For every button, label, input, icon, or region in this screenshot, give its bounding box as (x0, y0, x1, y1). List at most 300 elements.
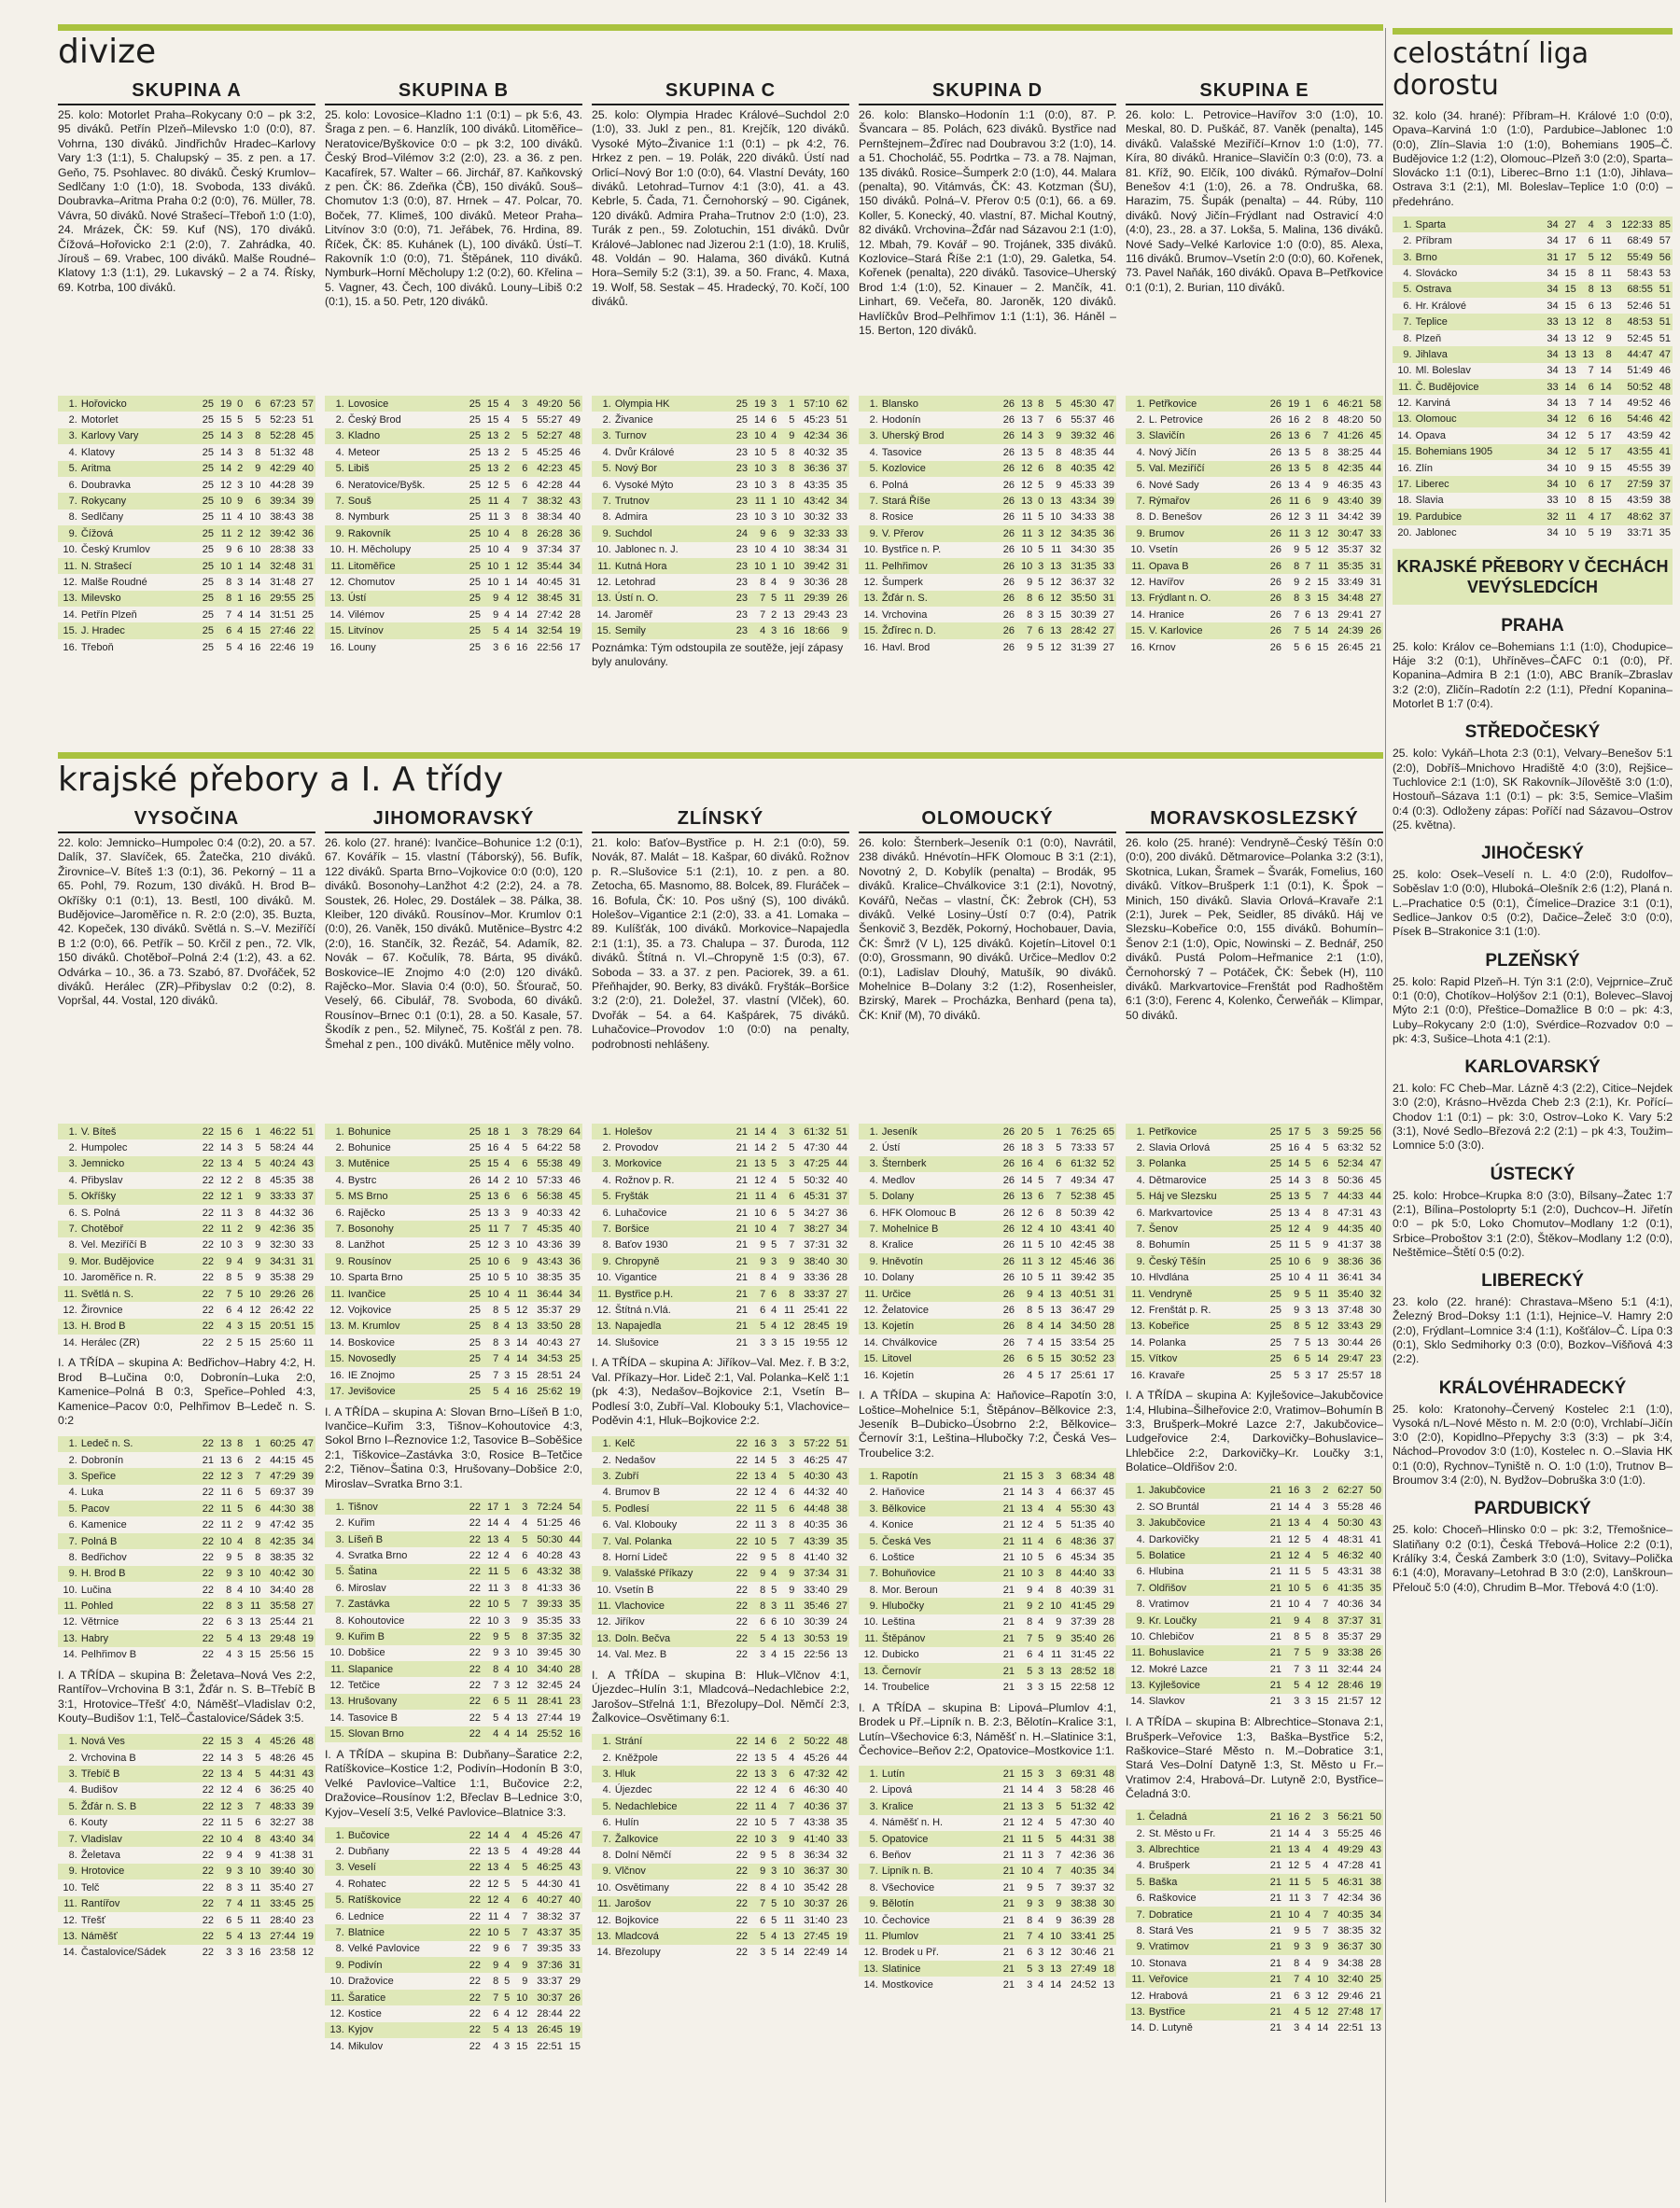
table-cell: 1. (1126, 1124, 1147, 1139)
team-name: Oldřišov (1147, 1580, 1266, 1596)
table-cell: 23 (835, 1914, 847, 1926)
table-cell: 14 (753, 1142, 766, 1154)
table-cell: 12. (63, 1914, 77, 1926)
table-cell: 15 (516, 1369, 528, 1381)
table-row (325, 2022, 582, 2038)
table-cell: 16. (329, 641, 344, 653)
table-cell: 34 (1543, 346, 1561, 362)
table-cell: 22 (202, 1881, 214, 1894)
table-cell: 22 (835, 1304, 847, 1316)
table-cell: 9 (1283, 1613, 1301, 1628)
table-cell: 9 (749, 525, 767, 541)
table-row (592, 396, 849, 412)
table-cell: 21 (1266, 2004, 1283, 2019)
team-name: Polanka (1148, 1336, 1186, 1349)
table-cell: 25 (198, 591, 216, 607)
table-cell: 38 (1102, 511, 1114, 524)
table-cell: 4. (68, 1174, 77, 1186)
table-cell: 22 (732, 1831, 749, 1847)
table-cell: 5 (233, 1286, 245, 1302)
table-cell: 3 (771, 479, 777, 491)
table-cell: 34:30 (1071, 544, 1097, 556)
sidebar-title: celostátní liga dorostu (1393, 28, 1673, 102)
table-cell: 44 (1369, 446, 1381, 458)
table-cell: 9. (592, 525, 613, 541)
team-name: Opava B (1147, 558, 1266, 574)
table-cell: 4 (500, 2022, 511, 2038)
table-row (859, 493, 1116, 509)
table-cell: 29:41 (1337, 608, 1364, 621)
table-row (1393, 427, 1673, 443)
table-cell: 13 (1283, 461, 1301, 477)
table-cell: 23 (301, 1914, 314, 1926)
table-cell: 29 (568, 1976, 581, 1988)
table-cell: 3 (1034, 525, 1045, 541)
table-cell: 12 (1020, 1817, 1033, 1829)
table-cell: 22 (732, 1928, 749, 1944)
table-row (325, 444, 582, 460)
table-cell: 45:26 (529, 1827, 564, 1843)
table-cell: 48:36 (1063, 1533, 1098, 1549)
table-cell: 21 (999, 1961, 1016, 1977)
table-cell: 26 (999, 1189, 1016, 1205)
table-cell: 22 (202, 1239, 214, 1251)
table-cell: 22 (198, 1598, 216, 1614)
table-cell: 4 (767, 1319, 778, 1335)
table-cell: 85 (1655, 217, 1673, 232)
table-cell: 30 (298, 1566, 315, 1582)
table-cell: 22 (469, 1976, 481, 1988)
table-cell: 16 (749, 1436, 767, 1452)
team-name: Šternberk (880, 1156, 999, 1172)
team-name: V. Bíteš (79, 1124, 198, 1139)
table-cell: 11. (859, 1928, 880, 1944)
table-cell: 15 (1317, 641, 1329, 653)
table-cell: 5 (1305, 1533, 1311, 1545)
table-cell: 21 (1266, 1547, 1283, 1563)
table-cell: 11 (302, 1336, 314, 1349)
table-cell: 3 (1038, 1682, 1044, 1694)
table-row (859, 1286, 1116, 1302)
region-heading: KARLOVARSKÝ (1464, 1057, 1601, 1078)
table-cell: 22 (465, 1628, 483, 1644)
table-cell: 4 (237, 608, 244, 621)
table-cell: 6. (68, 1519, 77, 1531)
team-name: IE Znojmo (347, 1369, 395, 1381)
table-cell: 23 (1365, 1350, 1383, 1366)
table-cell: 7. (592, 493, 613, 509)
table-cell: 2. (335, 1517, 344, 1530)
table-cell: 3 (1038, 608, 1044, 621)
table-row (592, 1614, 849, 1630)
table-cell: 22:56 (537, 641, 563, 653)
table-cell: 16 (511, 1383, 529, 1399)
team-name: Třebíč B (79, 1766, 198, 1782)
table-cell: 43:34 (1063, 493, 1098, 509)
team-name: Havl. Brod (881, 641, 931, 653)
table-cell: 12. (863, 1947, 878, 1959)
table-cell: 1. (592, 396, 613, 412)
table-cell: 7 (1301, 558, 1312, 574)
table-row (1126, 1645, 1383, 1661)
team-name: Všechovice (881, 1881, 935, 1894)
table-cell: 5 (237, 1551, 244, 1563)
region-heading: ÚSTECKÝ (1490, 1164, 1575, 1184)
table-cell: 21 (1002, 1850, 1015, 1862)
table-cell: 47 (565, 1827, 582, 1843)
table-row (325, 1253, 582, 1269)
table-cell: 13 (486, 446, 499, 458)
table-row (592, 412, 849, 427)
table-cell: 37:37 (1330, 1613, 1365, 1628)
table-cell: 22 (202, 1784, 214, 1796)
table-cell: 3 (760, 1336, 766, 1349)
table-row (325, 1596, 582, 1612)
table-cell: 13 (249, 1616, 261, 1628)
table-row (859, 1270, 1116, 1286)
table-cell: 29 (1102, 1304, 1114, 1316)
table-cell: 13. (58, 1630, 79, 1646)
table-cell: 27:45 (796, 1928, 831, 1944)
table-cell: 7 (483, 1350, 500, 1366)
table-cell: 3 (767, 1831, 778, 1847)
table-row (859, 1533, 1116, 1549)
table-cell: 25 (465, 1221, 483, 1237)
table-row (1126, 1628, 1383, 1644)
team-name: Provodov (614, 1142, 659, 1154)
table-cell: 51 (832, 1124, 849, 1139)
table-cell: 4 (1038, 1519, 1044, 1531)
table-cell: 6 (233, 1124, 245, 1139)
team-name: Bohuňovice (880, 1566, 999, 1582)
table-cell: 26 (1002, 544, 1015, 556)
table-cell: 13 (778, 1928, 796, 1944)
table-cell: 38:32 (529, 493, 564, 509)
table-cell: 11 (483, 1221, 500, 1237)
table-cell: 13 (1045, 493, 1063, 509)
table-cell: 21 (1269, 1533, 1281, 1545)
table-cell: 21 (732, 1286, 749, 1302)
table-cell: 30:47 (1330, 525, 1365, 541)
table-cell: 31 (565, 591, 582, 607)
table-cell: 4 (1045, 1501, 1063, 1516)
table-cell: 12 (1045, 591, 1063, 607)
table-cell: 26 (469, 1174, 481, 1186)
table-cell: 5 (1038, 1551, 1044, 1563)
table-cell: 4 (1034, 1286, 1045, 1302)
table-cell: 22 (732, 1630, 749, 1646)
table-cell: 25 (202, 446, 214, 458)
table-cell: 3 (1056, 1784, 1062, 1796)
table-cell: 3 (767, 1253, 778, 1269)
table-cell: 8 (522, 511, 528, 524)
table-cell: 10 (1287, 1599, 1300, 1611)
team-name: Jiříkov (614, 1616, 645, 1628)
table-cell: 33:71 (1627, 527, 1653, 539)
table-cell: 25 (1269, 1174, 1281, 1186)
table-cell: 3 (233, 1798, 245, 1814)
team-name: Bohuslavice (1147, 1645, 1266, 1661)
table-cell: 16. (63, 641, 77, 653)
sidebar (1393, 28, 1673, 1595)
table-cell: 7 (1038, 414, 1044, 426)
table-cell: 67:23 (262, 396, 297, 412)
table-cell: 6 (226, 1304, 232, 1316)
region-title: JIHOMORAVSKÝ (325, 808, 582, 833)
table-cell: 5 (1305, 1336, 1311, 1349)
table-cell: 38:25 (1337, 446, 1364, 458)
table-cell: 46:31 (1330, 1874, 1365, 1890)
table-cell: 38:35 (537, 1272, 563, 1284)
team-name: Chválkovice (881, 1336, 938, 1349)
table-cell: 8 (1283, 1319, 1301, 1335)
team-name: Olomouc (1414, 412, 1543, 427)
table-cell: 38:35 (1337, 1925, 1364, 1937)
table-cell: 14. (63, 1947, 77, 1959)
team-name: Stonava (1148, 1957, 1187, 1969)
table-cell: 35 (565, 1924, 582, 1940)
table-cell: 22 (301, 1304, 314, 1316)
table-row (592, 1205, 849, 1221)
table-cell: 14. (63, 608, 77, 621)
table-cell: 8 (1578, 282, 1596, 298)
standings-table-ia-b (1126, 1810, 1383, 2036)
team-name: Jablonec (1415, 527, 1457, 539)
table-row (1126, 607, 1383, 622)
table-cell: 5 (237, 1272, 244, 1284)
table-cell: 25 (1266, 1350, 1283, 1366)
table-cell: 19 (301, 641, 314, 653)
table-cell: 4 (237, 1784, 244, 1796)
table-cell: 23 (735, 479, 748, 491)
table-cell: 25 (469, 544, 481, 556)
table-cell: 1. (325, 1499, 346, 1515)
table-cell: 3 (1305, 1893, 1311, 1905)
table-cell: 5. (859, 1533, 880, 1549)
table-cell: 5 (237, 414, 244, 426)
table-cell: 3 (771, 1336, 777, 1349)
team-name: Vel. Meziříčí B (80, 1239, 147, 1251)
table-cell: 52:27 (529, 428, 564, 444)
table-cell: 5 (1045, 396, 1063, 412)
table-cell: 26 (1002, 414, 1015, 426)
table-cell: 8 (789, 1850, 795, 1862)
table-cell: 3 (504, 511, 511, 524)
table-cell: 7 (226, 608, 232, 621)
team-name: Opatovice (880, 1831, 999, 1847)
table-row (859, 1549, 1116, 1565)
table-cell: 9 (1045, 1630, 1063, 1646)
table-cell: 15 (249, 1336, 261, 1349)
table-cell: 8. (869, 1239, 878, 1251)
table-cell: 38 (565, 1564, 582, 1580)
table-row (859, 591, 1116, 607)
team-name: Ústí (881, 1142, 901, 1154)
table-cell: 52:46 (1627, 300, 1653, 312)
table-cell: 25 (198, 525, 216, 541)
table-cell: 66:37 (1071, 1487, 1097, 1499)
table-cell: 5 (1016, 1961, 1034, 1977)
table-row (1126, 1205, 1383, 1221)
table-cell: 8 (778, 461, 796, 477)
table-row (1393, 265, 1673, 281)
table-cell: 8 (226, 1881, 232, 1894)
table-cell: 8 (1294, 1630, 1300, 1642)
team-name: Rajěcko (347, 1207, 385, 1219)
table-cell: 3 (1034, 1253, 1045, 1269)
table-row (1126, 1810, 1383, 1825)
team-name: Nymburk (347, 511, 389, 524)
kraj-jihomoravsky (325, 808, 582, 2054)
team-name: Černovír (880, 1663, 999, 1679)
table-cell: 1. (1393, 217, 1414, 232)
table-cell: 52:38 (1063, 1189, 1098, 1205)
table-cell: 35 (835, 446, 847, 458)
table-cell: 19 (832, 1630, 849, 1646)
table-cell: 5 (1305, 1566, 1311, 1578)
table-cell: 1. (859, 396, 880, 412)
table-row (859, 574, 1116, 590)
table-cell: 26 (1365, 622, 1383, 638)
table-cell: 57 (298, 396, 315, 412)
table-cell: 12 (511, 591, 529, 607)
table-cell: 9 (1312, 493, 1330, 509)
table-cell: 34 (1099, 1864, 1116, 1880)
table-cell: 30:39 (804, 1616, 830, 1628)
table-cell: 9 (233, 493, 245, 509)
table-row (1393, 363, 1673, 379)
team-name: Šenov (1147, 1221, 1266, 1237)
table-cell: 48:26 (270, 1752, 296, 1764)
table-row (1126, 1531, 1383, 1547)
table-cell: 19 (749, 396, 767, 412)
table-cell: 45:26 (262, 1734, 297, 1750)
table-cell: 3 (1305, 1990, 1311, 2002)
table-row (592, 1237, 849, 1253)
table-row (1126, 1139, 1383, 1155)
team-name: Speřice (79, 1468, 198, 1484)
table-cell: 7 (493, 1680, 499, 1692)
table-row (592, 1335, 849, 1350)
table-cell: 14 (783, 1947, 795, 1959)
table-cell: 68:49 (1627, 235, 1653, 247)
table-cell: 2. (335, 1142, 344, 1154)
table-cell: 12 (1317, 544, 1329, 556)
dorost-results: 32. kolo (34. hrané): Příbram–H. Králové 1:0 (0:0), Opava–Karviná 1:0 (1:0), Pardubice–Jablonec 1:0 (0:0), Zlín–Slavia 1:0 (1:0), Bohemians 1905–Č. Budějovice 1:2 (1:2), Olomouc–Plzeň 3:0 (2:0), Sparta–Slovácko 1:1 (0:1), Liberec–Brno 1:1 (1:0), Jihlava–Ostrava 3:1 (2:1), Ml. Boleslav–Teplice 1:0 (0:0) – předehráno. (1393, 109, 1673, 208)
table-cell: 3 (1027, 1682, 1033, 1694)
table-cell: 7. (592, 1831, 613, 1847)
table-cell: 31:40 (804, 1914, 830, 1926)
table-cell: 5 (504, 479, 511, 491)
table-row (58, 1750, 315, 1766)
table-cell: 38:35 (270, 1551, 296, 1563)
table-cell: 35 (568, 1272, 581, 1284)
table-cell: 4 (789, 1752, 795, 1764)
table-cell: 36 (298, 525, 315, 541)
table-cell: 3. (325, 1156, 346, 1172)
table-cell: 21 (1002, 1817, 1015, 1829)
table-cell: 12 (301, 1947, 314, 1959)
table-cell: 26 (1002, 446, 1015, 458)
table-cell: 22 (735, 1752, 748, 1764)
table-cell: 40:33 (537, 1207, 563, 1219)
table-cell: 4 (1038, 1914, 1044, 1926)
table-cell: 3 (771, 511, 777, 524)
table-cell: 11 (1050, 1649, 1062, 1661)
table-cell: 6 (771, 1207, 777, 1219)
team-name: Bystrc (347, 1174, 377, 1186)
table-cell: 8 (233, 1436, 245, 1452)
table-cell: 49 (565, 1156, 582, 1172)
team-name: Budišov (80, 1784, 118, 1796)
table-cell: 25 (469, 479, 481, 491)
table-cell: 13 (753, 1752, 766, 1764)
table-cell: 10 (249, 544, 261, 556)
table-cell: 35:46 (796, 1598, 831, 1614)
team-name: Beňov (881, 1850, 912, 1862)
table-cell: 5. (592, 1501, 613, 1516)
table-cell: 22 (465, 1596, 483, 1612)
table-cell: 13 (483, 1189, 500, 1205)
region-results: 21. kolo: FC Cheb–Mar. Lázně 4:3 (2:2), Citice–Nejdek 3:0 (2:0), Krásno–Hvězda Cheb 2:3 (2:1), Kr. Pořící–Chodov 1:1 (0:1) – pk: 3:0, Ostrov–Loko K. Vary 5:2 (3:1), Nové Sedlo–Březová 2:2 (2:1) – pk 4:3, Toužim–Lomnice 5:0 (3:0). (1393, 1082, 1673, 1153)
table-cell: 6. (335, 1582, 344, 1594)
table-cell: 22 (735, 1519, 748, 1531)
table-cell: 50:22 (796, 1734, 831, 1750)
team-name: Velké Pavlovice (347, 1943, 420, 1955)
team-name: Markvartovice (1148, 1207, 1213, 1219)
table-cell: 35 (835, 1817, 847, 1829)
table-cell: 6 (1027, 1649, 1033, 1661)
table-cell: 14 (1283, 1156, 1301, 1172)
table-cell: 2 (233, 525, 245, 541)
table-cell: 26 (1269, 641, 1281, 653)
table-cell: 11 (749, 1189, 767, 1205)
table-row (859, 1880, 1116, 1895)
team-name: Napajedla (613, 1319, 732, 1335)
table-cell: 12 (1369, 1696, 1381, 1708)
table-row (592, 607, 849, 622)
table-cell: 26 (1269, 414, 1281, 426)
table-cell: 7 (1294, 608, 1300, 621)
table-row (1126, 1580, 1383, 1596)
table-cell: 21 (1002, 1616, 1015, 1628)
table-cell: 7 (511, 493, 529, 509)
table-cell: 35:37 (1337, 1630, 1364, 1642)
team-name: Třeboň (80, 641, 114, 653)
table-cell: 45:33 (1071, 479, 1097, 491)
table-cell: 43:41 (1063, 1221, 1098, 1237)
table-cell: 6 (1056, 1551, 1062, 1563)
table-cell: 38:45 (529, 591, 564, 607)
table-cell: 3 (760, 1947, 766, 1959)
team-name: Rožnov p. R. (614, 1174, 675, 1186)
table-cell: 37:35 (529, 1628, 564, 1644)
table-cell: 12 (1582, 332, 1594, 344)
table-cell: 31 (1099, 591, 1116, 607)
table-cell: 5 (749, 1928, 767, 1944)
table-cell: 11 (483, 493, 500, 509)
standings-table-ia-b (325, 1827, 582, 2054)
table-cell: 11 (1317, 511, 1329, 524)
table-cell: 43 (568, 1549, 581, 1561)
team-name: Lanžhot (347, 1239, 385, 1251)
table-cell: 26 (1269, 479, 1281, 491)
table-cell: 22 (735, 1551, 748, 1563)
table-cell: 1. (58, 1436, 79, 1452)
team-name: Čížová (79, 525, 198, 541)
table-cell: 7 (749, 591, 767, 607)
table-cell: 22 (198, 1798, 216, 1814)
